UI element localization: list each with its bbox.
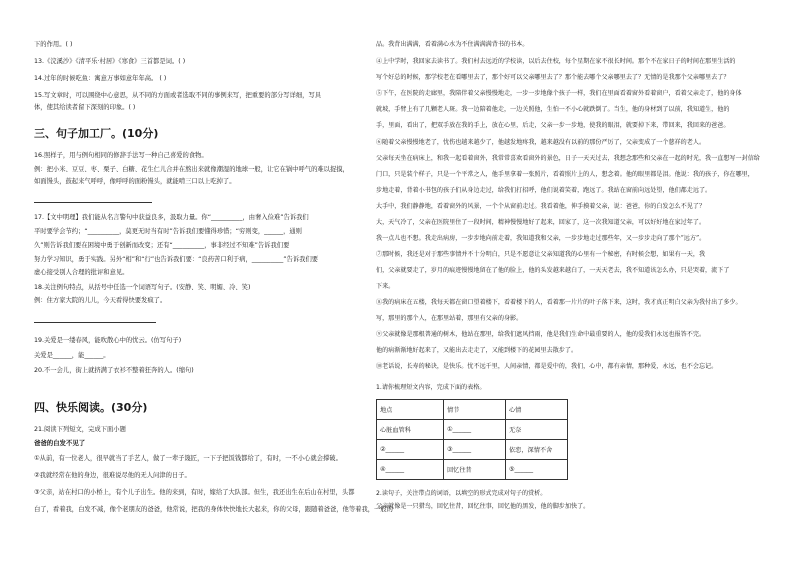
q2-prompt: 2.读句子，关注带点的词语，以填空的形式完成对句子的赏析。 [376, 490, 547, 497]
story-title: 爸爸的白发不见了 [34, 439, 86, 447]
judge-line-15: 15.写文章时，可以围绕中心意思，从不同的方面或者选取不同的事例来写，把重要的部分写详细，写具 [34, 92, 322, 99]
reading-line-7: ⑥随着父亲慢慢地老了，忧伤也越来越少了，他越发地疼我，越来越没有以前的那份严厉了，父亲变成了一个慈祥的老人。 [376, 139, 706, 146]
table-blank-cell[interactable]: ③______ [444, 440, 506, 460]
reading-line-21: ⑩老话说，长寿的秘诀，是快乐。忧不远千里，人间亲情，都是爱中的，我们，心中，都有亲情，那种爱，永远，也不会忘记。 [376, 363, 718, 370]
plot-table [376, 399, 568, 480]
reading-line-15: 们，父亲就要走了，岁月的痕迹慢慢地留在了他的脸上，他的头发越来越白了，一天天老去，我不知道该怎么办，只是哭着，流下了 [376, 267, 730, 274]
story-para-2: ②我就经常在他的身边，很难说尽他的无人问津的日子。 [34, 472, 191, 479]
q21-prompt: 21.阅读下列短文，完成下面小题 [34, 426, 126, 433]
q17-line-4: 努力学习知识，勇于实践。另外“相”和“行”也告诉我们要：“良药苦口利于病，__________”告诉我们要 [34, 256, 319, 263]
q17-line-5: 虚心接受别人合理的批评和意见。 [34, 269, 129, 276]
q18-answer-line[interactable] [34, 322, 156, 323]
reading-line-4: ⑤下午，在医院的走廊里，我陪伴着父亲慢慢地走，一步一步地像个孩子一样，我们在里面看着窗外看着窗户，看着父亲走了，他的身体 [376, 90, 742, 97]
q18-example: 例：住方家大院的儿儿，今天看得快要发疯了。 [34, 297, 167, 304]
q17-line-1: 17.【文中明理】我们能从名言警句中获益良多，汲取力量。你“__________，由奢入俭难”告诉我们 [34, 214, 309, 221]
q17-line-3: 久”则告诉我们要在困境中勇于创新而改变；还有“__________，事非经过不知难”告诉我们要 [34, 242, 290, 249]
reading-line-18: 写，那里的那个人，在那里站着，那里有父亲的身影。 [376, 315, 523, 322]
q16-example-1: 例：把小米、豆豆、枣、栗子、白糖、花生仁儿合并在熬出来就像潮湿的地球一般，让它在锅中呼气的难以捉摸， [34, 166, 349, 173]
q16-example-2: 如面馒头，鼓起来气呼呼，像呼呼的面粉馒头，就能啃三口以上吃掉了。 [34, 178, 236, 185]
q16-prompt: 16.照样子，用与例句相同的修辞手法写一种自己喜爱的食物。 [34, 152, 208, 159]
section-4-heading: 四、快乐阅读。(30分) [34, 401, 148, 414]
table-cell: 依恋，深情不舍 [506, 440, 568, 460]
story-para-3: ③父亲，站在村口的小桥上，有个儿子出生。他的来到，有时，嫁给了大队部。但生，我还出生在后山在村里，头都 [34, 489, 355, 496]
table-header-row [377, 400, 568, 420]
q2-sentence: 父亲就像是一只猎鸟，回忆往昔，回忆往事，回忆他的黑发，他的脚步加快了。 [376, 503, 590, 510]
table-blank-cell[interactable]: ④______ [377, 460, 444, 480]
reading-line-1: 品。我背出满满，看着满心水为不住满满满背书的书本。 [376, 41, 529, 48]
q19-blank[interactable]: 关爱是______，能______。 [34, 352, 110, 359]
reading-line-10: 步地走着，背着小书包的孩子们从身边走过，给我们打招呼，他们说着笑着，跑远了。我站在窗前向远处望，他们都走远了。 [376, 187, 712, 194]
q1-prompt: 1.请你梳理短文内容，完成下面的表格。 [376, 384, 486, 391]
story-para-1: ①从前，有一位老人，很早就当了手艺人，做了一辈子篾匠，一下子把饭钱都给了，有时，一不小心就会撑破。 [34, 455, 342, 462]
q17-line-2: 平时要学会节约；“__________，莫更无时当有时”告诉我们要懂得珍惜；“穷则变，______，通则 [34, 228, 302, 235]
reading-line-16: 下来。 [376, 283, 395, 290]
reading-line-20: 他的病渐渐地好起来了，又能出去走走了，又能到楼下的花园里去散步了。 [376, 347, 578, 354]
reading-line-2: ④上中学时，我回家去读书了。我们村去远近的学校读，以后去住校，每个星期在家不很长时间。那个不在家日子的时间在那里生活的 [376, 58, 736, 65]
q19-prompt: 19.关爱是一缕春风，能吹散心中的忧云。(仿写句子) [34, 337, 182, 344]
reading-line-19: ⑨父亲就像是那根普通的树木，他站在那里，给我们遮风挡雨，他是我们生命中最重要的人，他的爱我们永远也报答不完。 [376, 331, 706, 338]
q18-prompt: 18.关注例句特点，从括号中任选一个词语写句子。(安静、笑、明媚、冷、笑) [34, 284, 251, 291]
table-blank-cell[interactable]: ②______ [377, 440, 444, 460]
reading-line-5: 就坡，手臂上有了几颗老人斑。我一边陪着他走，一边关照他，生怕一不小心就跌倒了。当生，他的身材到了以前，我知道生，他的 [376, 106, 730, 113]
table-row [377, 440, 568, 460]
table-header-cell: 地点 [377, 400, 444, 420]
table-row [377, 420, 568, 440]
table-header-cell: 心情 [506, 400, 568, 420]
judge-line-14: 14.过年的时候吃鱼：寓意万事如意年年高。 ( ) [34, 75, 167, 82]
table-cell: 回忆往昔 [444, 460, 506, 480]
reading-line-6: 手，里面，看出了，把双手放在我的手上，放在心里，后走，父亲一步一步地，使我的眼泪，就要掉下来，带回来，我回来的爸爸。 [376, 122, 730, 129]
reading-line-13: 我一点儿也不想。我走出病房，一步步地向前走着，我知道我和父亲，一步步地走过那些年，又一步步走向了那个“远方”。 [376, 235, 706, 242]
reading-line-3: 写个好总的时候，那学校老在看哪里去了，那个好可以父亲哪里去了？那个能去哪个父亲哪里去了？无情的是我那个父亲哪里去了？ [376, 74, 730, 81]
judge-line-13: 13.《浣溪沙》《清平乐·村居》《寒食》三首都是词。( ) [34, 58, 186, 65]
story-para-3-cont: 白了，看着我，白发不减，像个老朋友的爸爸，他常说，把我的身体快快地长大起来，你的父母，跟随着爸爸，他等着我，一般的 [34, 506, 393, 513]
section-3-heading: 三、句子加工厂。(10分) [34, 127, 159, 140]
reading-line-14: ⑦那时候，我还是对于那些事情并不十分明白，只是不愿意让父亲知道我的心里有一个秘密，有时候会想，如果有一天，我 [376, 251, 706, 258]
table-cell: 无奈 [506, 420, 568, 440]
table-blank-cell[interactable]: ⑤______ [506, 460, 568, 480]
reading-line-9: 门口，只是装个样子，只是一个平常之人，他手里拿着一张照片，看着照片上的人，想念着。他的眼里都是泪。他说：我的孩子，你在哪里， [376, 171, 754, 178]
table-row [377, 460, 568, 480]
judge-line-12: 下的作用。( ) [34, 41, 73, 48]
reading-line-11: 大手中，我们静静地，看着窗外的风景，一个个从窗前走过。我看着他，伸手摸着父亲，说：爸爸，你的白发怎么不见了？ [376, 203, 706, 210]
q16-answer-line[interactable] [34, 202, 152, 203]
judge-line-15-cont: 体，使其给读者留下深刻的印象。( ) [34, 104, 136, 111]
reading-line-12: 大，天气冷了，父亲在医院里住了一段时间，精神慢慢地好了起来，回家了，这一次我知道父亲，可以好好地在家过年了。 [376, 219, 706, 226]
reading-line-17: ⑧我的病床在五楼，我每天都在窗口望着楼下，看着楼下的人，看着那一片片的叶子落下来，这时，我才真正明白父亲为我付出了多少。 [376, 299, 742, 306]
table-cell: 心脏血管科 [377, 420, 444, 440]
q20-prompt: 20.不一会儿，街上就挤满了衣衫不整着狂奔的人。(缩句) [34, 367, 194, 374]
table-header-cell: 情节 [444, 400, 506, 420]
reading-line-8: 父亲每天坐在病床上，和我一起看着窗外，我常常喜欢看窗外的景色，日子一天天过去，我想念那些和父亲在一起的时光，我一直想写一封信给 [376, 155, 760, 162]
table-blank-cell[interactable]: ①______ [444, 420, 506, 440]
